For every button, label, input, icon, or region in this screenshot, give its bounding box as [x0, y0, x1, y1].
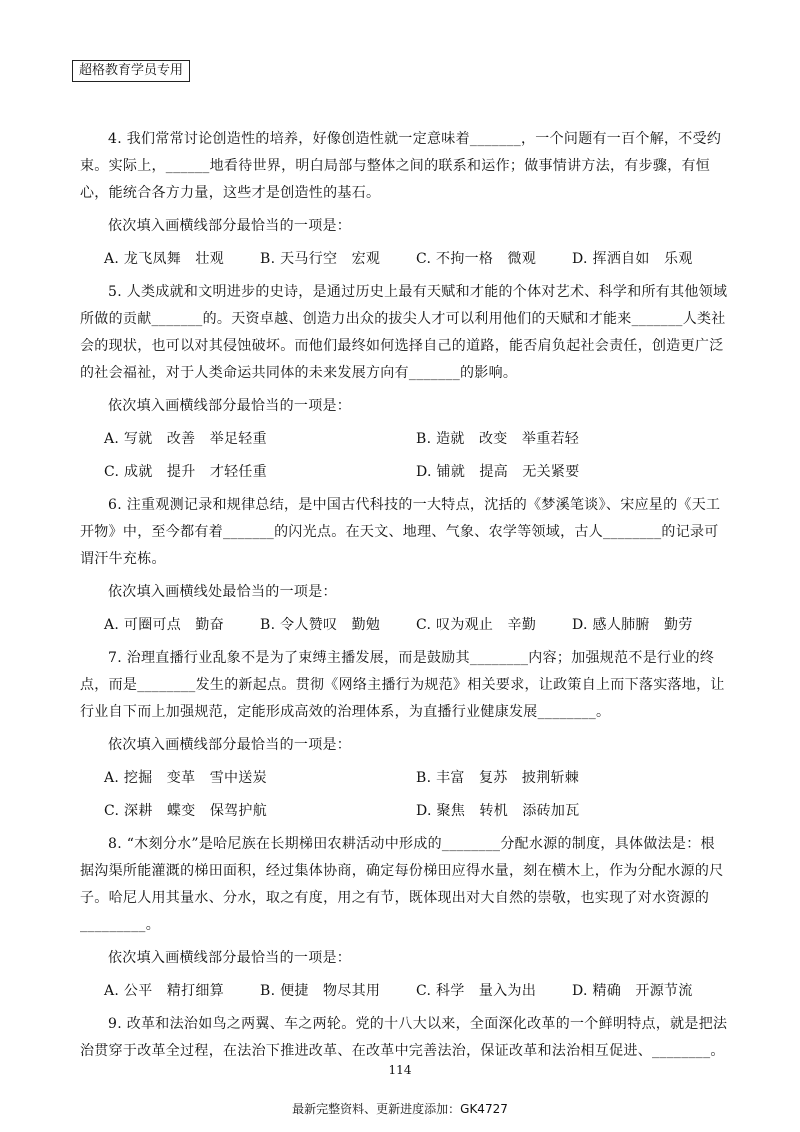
option-d[interactable]: D. 聚焦 转机 添砖加瓦: [416, 803, 580, 819]
question-4: [80, 126, 728, 273]
trainee-only-stamp: 超格教育学员专用: [72, 60, 190, 82]
question-9: [80, 1011, 728, 1065]
option-c[interactable]: C. 科学 量入为出: [416, 983, 537, 999]
question-7-stem: 依次填入画横线部分最恰当的一项是：: [108, 737, 352, 753]
question-8-text: 8. “木刻分水”是哈尼族在长期梯田农耕活动中形成的________分配水源的制度，具体做法是：根据沟渠所能灌溉的梯田面积，经过集体协商，确定每份梯田应得水量，刻在横木上，作为分配水源的尺子。哈尼人用其量水、分水，取之有度，用之有节，既体现出对大自然的崇敬，也实现了对水资源的_________。: [80, 836, 724, 933]
option-c[interactable]: C. 不拘一格 微观: [416, 251, 537, 267]
option-a[interactable]: A. 公平 精打细算: [104, 983, 225, 999]
option-b[interactable]: B. 造就 改变 举重若轻: [416, 431, 580, 447]
option-b[interactable]: B. 便捷 物尽其用: [260, 983, 381, 999]
question-6-options: [104, 612, 728, 639]
question-6-text: 6. 注重观测记录和规律总结，是中国古代科技的一大特点，沈括的《梦溪笔谈》、宋应星的《天工开物》中，至今都有着_______的闪光点。在天文、地理、气象、农学等领域，古人________的记录可谓汗牛充栋。: [80, 497, 721, 567]
question-7-text: 7. 治理直播行业乱象不是为了束缚主播发展，而是鼓励其________内容；加强规范不是行业的终点，而是________发生的新起点。贯彻《网络主播行为规范》相关要求，让政策自上而下落实落地，让行业自下而上加强规范，定能形成高效的治理体系，为直播行业健康发展________。: [80, 650, 725, 720]
question-6-stem: 依次填入画横线处最恰当的一项是：: [108, 584, 337, 600]
option-a[interactable]: A. 可圈可点 勤奋: [104, 617, 225, 633]
question-6: [80, 492, 728, 639]
option-a[interactable]: A. 龙飞凤舞 壮观: [104, 251, 225, 267]
question-7: [80, 645, 728, 825]
question-8-stem: 依次填入画横线部分最恰当的一项是：: [108, 950, 352, 966]
option-d[interactable]: D. 挥洒自如 乐观: [572, 251, 693, 267]
question-8-options: [104, 978, 728, 1005]
option-c[interactable]: C. 叹为观止 辛勤: [416, 617, 537, 633]
option-b[interactable]: B. 令人赞叹 勤勉: [260, 617, 381, 633]
option-b[interactable]: B. 丰富 复苏 披荆斩棘: [416, 770, 580, 786]
option-a[interactable]: A. 挖掘 变革 雪中送炭: [104, 770, 267, 786]
option-a[interactable]: A. 写就 改善 举足轻重: [104, 431, 267, 447]
option-c[interactable]: C. 深耕 蝶变 保驾护航: [104, 803, 268, 819]
question-4-stem: 依次填入画横线部分最恰当的一项是：: [108, 218, 352, 234]
question-9-text: 9. 改革和法治如鸟之两翼、车之两轮。党的十八大以来，全面深化改革的一个鲜明特点，就是把法治贯穿于改革全过程，在法治下推进改革、在改革中完善法治，保证改革和法治相互促进、________。: [80, 1016, 728, 1059]
question-5-stem: 依次填入画横线部分最恰当的一项是：: [108, 398, 352, 414]
question-7-options: [104, 765, 728, 825]
option-d[interactable]: D. 精确 开源节流: [572, 983, 693, 999]
option-d[interactable]: D. 铺就 提高 无关紧要: [416, 464, 580, 480]
question-5-options: [104, 426, 728, 486]
question-5: [80, 279, 728, 486]
page-number: 114: [388, 1063, 412, 1077]
footer-note: 最新完整资料、更新进度添加：GK4727: [292, 1102, 508, 1116]
question-4-text: 4. 我们常常讨论创造性的培养，好像创造性就一定意味着_______，一个问题有一百个解，不受约束。实际上，______地看待世界，明白局部与整体之间的联系和运作；做事情讲方法，有步骤，有恒心，能统合各方力量，这些才是创造性的基石。: [80, 131, 722, 201]
question-8: [80, 831, 728, 1005]
option-c[interactable]: C. 成就 提升 才轻任重: [104, 464, 268, 480]
option-b[interactable]: B. 天马行空 宏观: [260, 251, 381, 267]
question-5-text: 5. 人类成就和文明进步的史诗，是通过历史上最有天赋和才能的个体对艺术、科学和所有其他领域所做的贡献_______的。天资卓越、创造力出众的拔尖人才可以利用他们的天赋和才能来_______人类社会的现状，也可以对其侵蚀破坏。而他们最终如何选择自己的道路，能否肩负起社会责任，创造更广泛的社会福祉，对于人类命运共同体的未来发展方向有_______的影响。: [80, 284, 728, 381]
question-4-options: [104, 246, 728, 273]
option-d[interactable]: D. 感人肺腑 勤劳: [572, 617, 693, 633]
question-list: [80, 126, 728, 1065]
